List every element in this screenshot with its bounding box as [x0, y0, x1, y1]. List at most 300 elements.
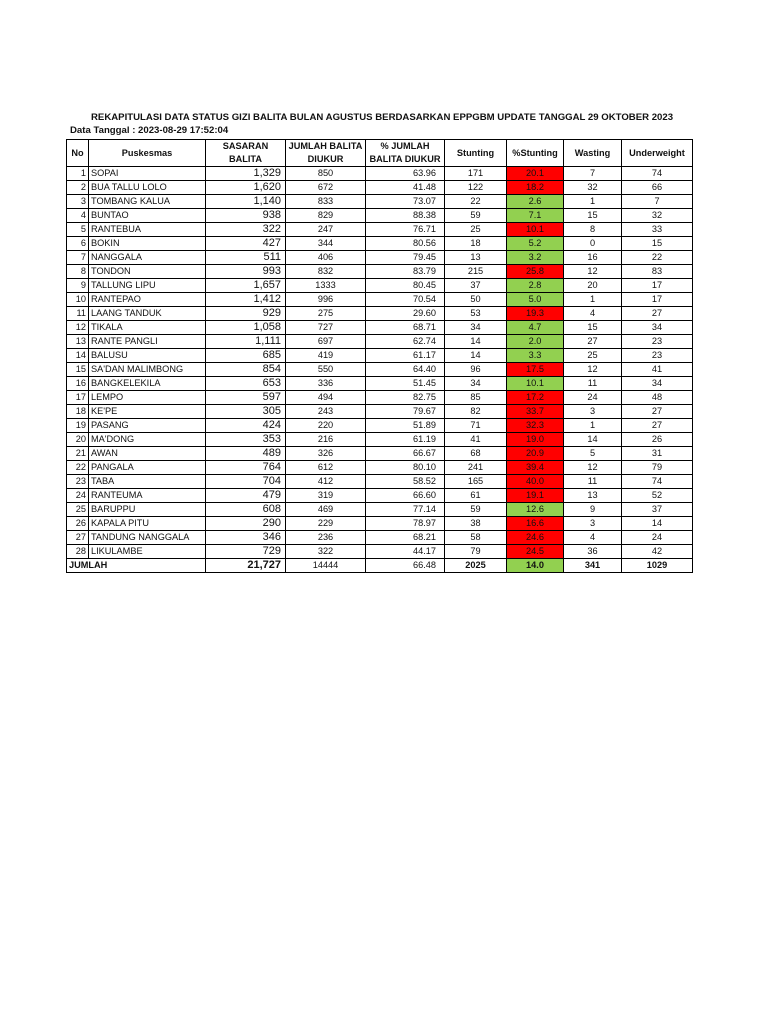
row-puskesmas: LEMPO: [89, 391, 206, 405]
row-underweight: 34: [622, 377, 693, 391]
table-row: [67, 237, 693, 251]
row-pct-stunting: 3.2: [507, 251, 564, 265]
row-no: 28: [67, 545, 89, 559]
row-wasting: 27: [564, 335, 622, 349]
row-wasting: 1: [564, 419, 622, 433]
row-pct: 41.48: [366, 181, 445, 195]
table-row: [67, 503, 693, 517]
row-no: 14: [67, 349, 89, 363]
row-wasting: 15: [564, 321, 622, 335]
row-no: 6: [67, 237, 89, 251]
row-pct-stunting: 20.1: [507, 167, 564, 181]
row-pct-stunting: 20.9: [507, 447, 564, 461]
row-puskesmas: MA'DONG: [89, 433, 206, 447]
row-sasaran: 1,329: [206, 167, 286, 181]
row-no: 24: [67, 489, 89, 503]
row-underweight: 22: [622, 251, 693, 265]
row-stunting: 18: [445, 237, 507, 251]
row-no: 15: [67, 363, 89, 377]
row-underweight: 27: [622, 307, 693, 321]
report-title: REKAPITULASI DATA STATUS GIZI BALITA BULAN AGUSTUS BERDASARKAN EPPGBM UPDATE TANGGAL 29 OKTOBER 2023: [91, 112, 674, 123]
row-jumlah: 1333: [286, 279, 366, 293]
table-row: [67, 475, 693, 489]
header-pct-line1: % JUMLAH: [380, 141, 430, 151]
row-puskesmas: SA'DAN MALIMBONG: [89, 363, 206, 377]
row-jumlah: 727: [286, 321, 366, 335]
row-sasaran: 424: [206, 419, 286, 433]
table-row: [67, 461, 693, 475]
row-jumlah: 833: [286, 195, 366, 209]
row-jumlah: 494: [286, 391, 366, 405]
row-jumlah: 469: [286, 503, 366, 517]
row-no: 22: [67, 461, 89, 475]
row-underweight: 66: [622, 181, 693, 195]
header-jumlah-line1: JUMLAH BALITA: [288, 141, 363, 151]
row-pct: 63.96: [366, 167, 445, 181]
row-sasaran: 290: [206, 517, 286, 531]
row-stunting: 165: [445, 475, 507, 489]
row-underweight: 23: [622, 349, 693, 363]
row-puskesmas: SOPAI: [89, 167, 206, 181]
row-sasaran: 938: [206, 209, 286, 223]
table-row: [67, 335, 693, 349]
header-pct: [366, 140, 445, 167]
row-underweight: 26: [622, 433, 693, 447]
table-row: [67, 377, 693, 391]
row-sasaran: 729: [206, 545, 286, 559]
row-underweight: 15: [622, 237, 693, 251]
row-stunting: 41: [445, 433, 507, 447]
row-pct: 80.10: [366, 461, 445, 475]
row-stunting: 96: [445, 363, 507, 377]
row-pct: 77.14: [366, 503, 445, 517]
row-pct-stunting: 12.6: [507, 503, 564, 517]
row-no: 4: [67, 209, 89, 223]
table-row: [67, 433, 693, 447]
row-no: 12: [67, 321, 89, 335]
row-jumlah: 275: [286, 307, 366, 321]
row-stunting: 50: [445, 293, 507, 307]
row-no: 7: [67, 251, 89, 265]
row-no: 10: [67, 293, 89, 307]
row-pct-stunting: 10.1: [507, 377, 564, 391]
row-stunting: 71: [445, 419, 507, 433]
row-pct: 79.67: [366, 405, 445, 419]
row-sasaran: 511: [206, 251, 286, 265]
row-jumlah: 829: [286, 209, 366, 223]
row-stunting: 14: [445, 349, 507, 363]
row-no: 8: [67, 265, 89, 279]
table-row: [67, 363, 693, 377]
row-puskesmas: BUA TALLU LOLO: [89, 181, 206, 195]
row-stunting: 241: [445, 461, 507, 475]
row-sasaran: 1,657: [206, 279, 286, 293]
row-underweight: 41: [622, 363, 693, 377]
row-pct: 70.54: [366, 293, 445, 307]
row-pct-stunting: 24.5: [507, 545, 564, 559]
row-pct: 61.17: [366, 349, 445, 363]
row-pct: 44.17: [366, 545, 445, 559]
row-sasaran: 305: [206, 405, 286, 419]
row-underweight: 52: [622, 489, 693, 503]
row-underweight: 74: [622, 167, 693, 181]
row-wasting: 1: [564, 195, 622, 209]
row-underweight: 27: [622, 419, 693, 433]
row-no: 21: [67, 447, 89, 461]
row-underweight: 48: [622, 391, 693, 405]
row-jumlah: 326: [286, 447, 366, 461]
row-wasting: 8: [564, 223, 622, 237]
row-jumlah: 419: [286, 349, 366, 363]
row-no: 13: [67, 335, 89, 349]
row-stunting: 25: [445, 223, 507, 237]
row-underweight: 14: [622, 517, 693, 531]
row-sasaran: 929: [206, 307, 286, 321]
row-sasaran: 993: [206, 265, 286, 279]
row-pct-stunting: 18.2: [507, 181, 564, 195]
row-jumlah: 236: [286, 531, 366, 545]
table-row: [67, 307, 693, 321]
row-sasaran: 353: [206, 433, 286, 447]
row-jumlah: 243: [286, 405, 366, 419]
row-jumlah: 322: [286, 545, 366, 559]
total-label: JUMLAH: [67, 559, 206, 573]
total-pct-stunting: 14.0: [507, 559, 564, 573]
row-puskesmas: BOKIN: [89, 237, 206, 251]
row-sasaran: 1,058: [206, 321, 286, 335]
row-jumlah: 247: [286, 223, 366, 237]
table-row: [67, 391, 693, 405]
row-no: 16: [67, 377, 89, 391]
row-puskesmas: BALUSU: [89, 349, 206, 363]
row-pct-stunting: 10.1: [507, 223, 564, 237]
row-wasting: 14: [564, 433, 622, 447]
row-stunting: 59: [445, 503, 507, 517]
row-jumlah: 697: [286, 335, 366, 349]
row-pct: 29.60: [366, 307, 445, 321]
row-sasaran: 597: [206, 391, 286, 405]
row-no: 27: [67, 531, 89, 545]
row-pct-stunting: 2.8: [507, 279, 564, 293]
table-row: [67, 321, 693, 335]
row-sasaran: 704: [206, 475, 286, 489]
row-jumlah: 220: [286, 419, 366, 433]
row-underweight: 79: [622, 461, 693, 475]
row-wasting: 4: [564, 307, 622, 321]
table-row: [67, 265, 693, 279]
row-puskesmas: TOMBANG KALUA: [89, 195, 206, 209]
row-pct-stunting: 17.2: [507, 391, 564, 405]
row-wasting: 12: [564, 363, 622, 377]
row-sasaran: 854: [206, 363, 286, 377]
table-row: [67, 279, 693, 293]
row-wasting: 0: [564, 237, 622, 251]
table-row: [67, 447, 693, 461]
row-pct: 76.71: [366, 223, 445, 237]
header-puskesmas: Puskesmas: [89, 140, 206, 167]
table-row: [67, 489, 693, 503]
header-row: [67, 140, 693, 167]
row-puskesmas: KE'PE: [89, 405, 206, 419]
row-underweight: 27: [622, 405, 693, 419]
total-row: [67, 559, 693, 573]
row-pct-stunting: 7.1: [507, 209, 564, 223]
table-row: [67, 349, 693, 363]
row-pct-stunting: 5.2: [507, 237, 564, 251]
row-underweight: 24: [622, 531, 693, 545]
row-jumlah: 319: [286, 489, 366, 503]
row-wasting: 15: [564, 209, 622, 223]
row-underweight: 34: [622, 321, 693, 335]
table-row: [67, 209, 693, 223]
row-stunting: 68: [445, 447, 507, 461]
row-jumlah: 229: [286, 517, 366, 531]
row-pct: 83.79: [366, 265, 445, 279]
row-stunting: 53: [445, 307, 507, 321]
row-sasaran: 479: [206, 489, 286, 503]
row-underweight: 17: [622, 279, 693, 293]
row-stunting: 61: [445, 489, 507, 503]
row-jumlah: 612: [286, 461, 366, 475]
row-wasting: 25: [564, 349, 622, 363]
row-stunting: 14: [445, 335, 507, 349]
header-sasaran-line1: SASARAN: [222, 141, 269, 151]
row-sasaran: 653: [206, 377, 286, 391]
row-wasting: 20: [564, 279, 622, 293]
row-pct-stunting: 19.0: [507, 433, 564, 447]
row-puskesmas: BARUPPU: [89, 503, 206, 517]
row-stunting: 34: [445, 377, 507, 391]
row-pct-stunting: 19.1: [507, 489, 564, 503]
row-puskesmas: TALLUNG LIPU: [89, 279, 206, 293]
row-underweight: 37: [622, 503, 693, 517]
table-row: [67, 293, 693, 307]
row-sasaran: 685: [206, 349, 286, 363]
row-pct: 61.19: [366, 433, 445, 447]
total-stunting: 2025: [445, 559, 507, 573]
row-underweight: 7: [622, 195, 693, 209]
row-pct-stunting: 32.3: [507, 419, 564, 433]
row-pct: 64.40: [366, 363, 445, 377]
row-sasaran: 1,111: [206, 335, 286, 349]
row-wasting: 1: [564, 293, 622, 307]
row-pct: 80.56: [366, 237, 445, 251]
row-pct: 88.38: [366, 209, 445, 223]
row-sasaran: 608: [206, 503, 286, 517]
row-pct: 51.89: [366, 419, 445, 433]
row-pct-stunting: 24.6: [507, 531, 564, 545]
row-puskesmas: BANGKELEKILA: [89, 377, 206, 391]
row-puskesmas: PANGALA: [89, 461, 206, 475]
table-row: [67, 223, 693, 237]
row-stunting: 59: [445, 209, 507, 223]
row-jumlah: 406: [286, 251, 366, 265]
row-stunting: 58: [445, 531, 507, 545]
row-pct: 79.45: [366, 251, 445, 265]
row-pct: 66.67: [366, 447, 445, 461]
row-jumlah: 216: [286, 433, 366, 447]
header-underweight: Underweight: [622, 140, 693, 167]
row-wasting: 12: [564, 461, 622, 475]
row-stunting: 34: [445, 321, 507, 335]
row-pct: 51.45: [366, 377, 445, 391]
header-wasting: Wasting: [564, 140, 622, 167]
row-no: 1: [67, 167, 89, 181]
row-wasting: 11: [564, 377, 622, 391]
row-jumlah: 336: [286, 377, 366, 391]
row-stunting: 215: [445, 265, 507, 279]
row-pct-stunting: 19.3: [507, 307, 564, 321]
table-row: [67, 195, 693, 209]
row-pct-stunting: 4.7: [507, 321, 564, 335]
row-puskesmas: TABA: [89, 475, 206, 489]
row-sasaran: 1,620: [206, 181, 286, 195]
row-puskesmas: RANTE PANGLI: [89, 335, 206, 349]
row-sasaran: 764: [206, 461, 286, 475]
header-sasaran: [206, 140, 286, 167]
row-pct: 80.45: [366, 279, 445, 293]
row-pct-stunting: 3.3: [507, 349, 564, 363]
row-puskesmas: TANDUNG NANGGALA: [89, 531, 206, 545]
table-row: [67, 405, 693, 419]
row-stunting: 13: [445, 251, 507, 265]
row-pct: 78.97: [366, 517, 445, 531]
row-pct: 66.60: [366, 489, 445, 503]
row-sasaran: 489: [206, 447, 286, 461]
table-row: [67, 545, 693, 559]
row-pct: 73.07: [366, 195, 445, 209]
row-no: 19: [67, 419, 89, 433]
row-wasting: 24: [564, 391, 622, 405]
row-pct-stunting: 25.8: [507, 265, 564, 279]
row-underweight: 32: [622, 209, 693, 223]
row-underweight: 17: [622, 293, 693, 307]
report-date: Data Tanggal : 2023-08-29 17:52:04: [70, 125, 229, 136]
row-stunting: 82: [445, 405, 507, 419]
row-pct: 68.21: [366, 531, 445, 545]
row-wasting: 36: [564, 545, 622, 559]
row-underweight: 74: [622, 475, 693, 489]
row-jumlah: 344: [286, 237, 366, 251]
row-no: 5: [67, 223, 89, 237]
row-wasting: 16: [564, 251, 622, 265]
row-puskesmas: TIKALA: [89, 321, 206, 335]
row-pct: 58.52: [366, 475, 445, 489]
row-wasting: 3: [564, 405, 622, 419]
table-row: [67, 251, 693, 265]
row-sasaran: 1,140: [206, 195, 286, 209]
row-no: 23: [67, 475, 89, 489]
row-jumlah: 832: [286, 265, 366, 279]
row-puskesmas: BUNTAO: [89, 209, 206, 223]
row-stunting: 22: [445, 195, 507, 209]
row-puskesmas: LAANG TANDUK: [89, 307, 206, 321]
row-no: 2: [67, 181, 89, 195]
row-pct-stunting: 16.6: [507, 517, 564, 531]
total-sasaran: 21,727: [206, 559, 286, 573]
row-wasting: 7: [564, 167, 622, 181]
row-underweight: 33: [622, 223, 693, 237]
row-wasting: 4: [564, 531, 622, 545]
total-jumlah: 14444: [286, 559, 366, 573]
row-no: 25: [67, 503, 89, 517]
row-stunting: 171: [445, 167, 507, 181]
row-pct-stunting: 5.0: [507, 293, 564, 307]
row-jumlah: 850: [286, 167, 366, 181]
header-pct-stunting: %Stunting: [507, 140, 564, 167]
row-no: 3: [67, 195, 89, 209]
row-jumlah: 672: [286, 181, 366, 195]
header-pct-line2: BALITA DIUKUR: [369, 154, 441, 164]
gizi-table: [66, 139, 693, 573]
row-wasting: 3: [564, 517, 622, 531]
table-row: [67, 419, 693, 433]
row-pct-stunting: 40.0: [507, 475, 564, 489]
row-puskesmas: RANTEUMA: [89, 489, 206, 503]
row-pct-stunting: 2.6: [507, 195, 564, 209]
row-no: 20: [67, 433, 89, 447]
row-underweight: 31: [622, 447, 693, 461]
row-no: 9: [67, 279, 89, 293]
row-jumlah: 550: [286, 363, 366, 377]
total-underweight: 1029: [622, 559, 693, 573]
total-wasting: 341: [564, 559, 622, 573]
row-wasting: 13: [564, 489, 622, 503]
row-sasaran: 322: [206, 223, 286, 237]
row-pct-stunting: 33.7: [507, 405, 564, 419]
row-sasaran: 1,412: [206, 293, 286, 307]
row-puskesmas: KAPALA PITU: [89, 517, 206, 531]
row-no: 18: [67, 405, 89, 419]
row-puskesmas: LIKULAMBE: [89, 545, 206, 559]
row-pct: 68.71: [366, 321, 445, 335]
row-sasaran: 346: [206, 531, 286, 545]
row-puskesmas: NANGGALA: [89, 251, 206, 265]
row-puskesmas: PASANG: [89, 419, 206, 433]
row-stunting: 122: [445, 181, 507, 195]
row-jumlah: 412: [286, 475, 366, 489]
table-row: [67, 517, 693, 531]
row-underweight: 23: [622, 335, 693, 349]
row-stunting: 85: [445, 391, 507, 405]
table-row: [67, 181, 693, 195]
row-underweight: 42: [622, 545, 693, 559]
table-row: [67, 167, 693, 181]
row-wasting: 5: [564, 447, 622, 461]
row-puskesmas: AWAN: [89, 447, 206, 461]
row-stunting: 79: [445, 545, 507, 559]
row-pct-stunting: 39.4: [507, 461, 564, 475]
total-pct: 66.48: [366, 559, 445, 573]
header-jumlah-line2: DIUKUR: [307, 154, 344, 164]
row-wasting: 12: [564, 265, 622, 279]
row-pct-stunting: 2.0: [507, 335, 564, 349]
header-stunting: Stunting: [445, 140, 507, 167]
row-no: 11: [67, 307, 89, 321]
header-no: No: [67, 140, 89, 167]
table-row: [67, 531, 693, 545]
row-jumlah: 996: [286, 293, 366, 307]
row-stunting: 37: [445, 279, 507, 293]
row-pct-stunting: 17.5: [507, 363, 564, 377]
row-stunting: 38: [445, 517, 507, 531]
row-underweight: 83: [622, 265, 693, 279]
row-wasting: 11: [564, 475, 622, 489]
header-jumlah: [286, 140, 366, 167]
row-sasaran: 427: [206, 237, 286, 251]
row-puskesmas: TONDON: [89, 265, 206, 279]
row-wasting: 32: [564, 181, 622, 195]
